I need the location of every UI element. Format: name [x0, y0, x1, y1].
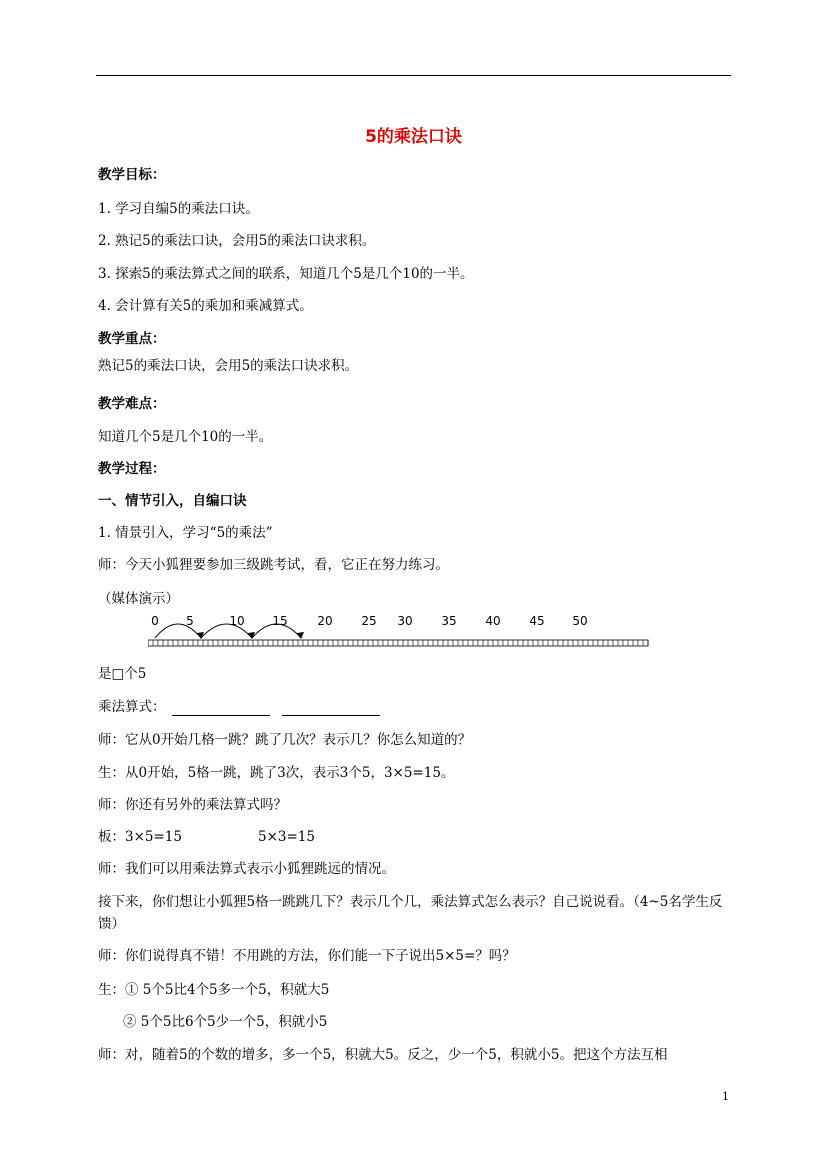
jump-arc	[155, 624, 201, 638]
step-text: 1. 情景引入，学习“5的乘法”	[98, 525, 273, 541]
answer-blank[interactable]	[282, 701, 380, 716]
board-formula: 5×3=15	[257, 829, 315, 845]
number-line-label: 5	[186, 614, 194, 628]
section-heading: 一、情节引入，自编口诀	[98, 493, 247, 509]
teacher-line: 师：今天小狐狸要参加三级跳考试，看，它正在努力练习。	[98, 557, 449, 573]
number-line-label: 50	[572, 614, 588, 628]
number-line-label: 10	[229, 614, 245, 628]
number-line-ruler	[148, 640, 648, 646]
student-line: 生：① 5个5比4个5多一个5，积就大5	[98, 982, 330, 998]
teacher-line: 师：你们说得真不错！不用跳的方法，你们能一下子说出5×5=？吗？	[98, 948, 516, 964]
number-line-label: 20	[317, 614, 333, 628]
process-heading: 教学过程：	[98, 461, 166, 477]
answer-blank[interactable]	[172, 701, 270, 716]
student-line: ② 5个5比6个5少一个5，积就小5	[123, 1014, 328, 1030]
difficulty-heading: 教学难点：	[98, 396, 166, 412]
number-line-label: 45	[529, 614, 545, 628]
teacher-line: 师：我们可以用乘法算式表示小狐狸跳远的情况。	[98, 861, 395, 877]
number-line-label: 0	[151, 614, 159, 628]
goal-item: 2. 熟记5的乘法口诀，会用5的乘法口诀求积。	[98, 233, 376, 249]
key-text: 熟记5的乘法口诀，会用5的乘法口诀求积。	[98, 358, 359, 374]
teacher-line: 师：对，随着5的个数的增多，多一个5，积就大5。反之，少一个5，积就小5。把这个方法互相	[98, 1047, 668, 1063]
number-line-label: 35	[441, 614, 457, 628]
student-line: 生：从0开始，5格一跳，跳了3次，表示3个5，3×5=15。	[98, 765, 455, 781]
board-line	[98, 828, 315, 846]
number-line-label: 30	[397, 614, 413, 628]
goal-heading: 教学目标：	[98, 167, 166, 183]
goal-item: 3. 探索5的乘法算式之间的联系，知道几个5是几个10的一半。	[98, 266, 474, 282]
teacher-line: 师：它从0开始几格一跳？跳了几次？表示几？你怎么知道的？	[98, 732, 472, 748]
page-title: 5的乘法口诀	[365, 127, 462, 147]
goal-item: 1. 学习自编5的乘法口诀。	[98, 201, 259, 217]
page-number: 1	[722, 1090, 729, 1103]
key-heading: 教学重点：	[98, 331, 166, 347]
media-note: （媒体演示）	[98, 591, 179, 607]
goal-item: 4. 会计算有关5的乘加和乘减算式。	[98, 298, 313, 314]
number-line-label: 40	[485, 614, 501, 628]
number-line-label: 15	[272, 614, 288, 628]
number-line-label: 25	[361, 614, 377, 628]
teacher-paragraph: 接下来，你们想让小狐狸5格一跳跳几下？表示几个几，乘法算式怎么表示？自己说说看。（4~5名学生反馈）	[98, 894, 723, 932]
difficulty-text: 知道几个5是几个10的一半。	[98, 429, 273, 445]
count-prompt: 是□个5	[98, 666, 147, 682]
header-rule	[96, 75, 731, 76]
board-formula: 板：3×5=15	[98, 829, 182, 845]
teacher-line: 师：你还有另外的乘法算式吗？	[98, 797, 287, 813]
number-line-figure	[148, 612, 653, 658]
formula-row	[98, 698, 380, 716]
formula-label: 乘法算式：	[98, 699, 166, 715]
